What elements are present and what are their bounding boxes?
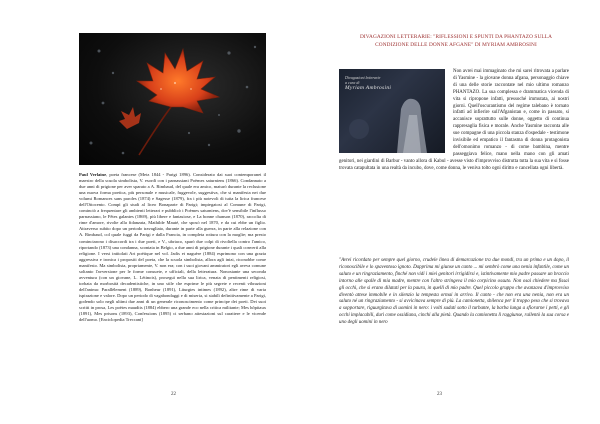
article-body: [339, 69, 569, 173]
maple-leaf-photo: [79, 33, 266, 165]
article-paragraph: Non avrei mai immaginato che mi sarei ritrovata a parlare di Yasmine - la giovane donna afgana, personaggio chiave di una delle storie raccontate nel mio ultimo romanzo PHANTAZO. La sua complessa e drammatica vicenda di vita si ripropone infatti, pressoché immutata, ai nostri giorni. Quell'oscurantismo del regime talebano è tornato infatti ad infierire sull'Afganistan e, come in passato, si accanisce soprattutto sulle donne, oggetto di continua rappresaglia fisica e morale. Anche Yasmine racconta alle sue compagne di una piccola stanza d'ospedale - testimone invisibile ed empatico il fantasma di donna protagonista dell'omonimo romanzo - di come bambina, mentre passeggiava felice, mano nella mano con gli amati genitori, nei giardini di Barbur - vanto allora di Kabul - avesse visto d'improvviso distrutta tutta la sua vita e si fosse trovata catapultata in una realtà da incubo, dove, come donna, le veniva tolto ogni diritto e cancellata ogni libertà.: [339, 69, 569, 171]
verlaine-biography: [79, 172, 266, 323]
heading-line-1: DIVAGAZIONI LETTERARIE: "RIFLESSIONI E SPUNTI DA PHANTAZO SULLA: [360, 34, 552, 40]
bio-name: Paul Verlaine: [79, 172, 107, 177]
maple-leaf-icon: [79, 33, 266, 165]
heading-line-2: CONDIZIONE DELLE DONNE AFGANE" DI MYRIAM AMBROSINI: [375, 42, 537, 48]
article-heading: [340, 33, 572, 49]
cover-caption-2: a cura di: [345, 80, 360, 85]
article-quote: "Avrei ricordato per sempre quel giorno, crudele linea di demarcazione tra due mondi, tra un prima e un dopo, il riconoscibile e lo spaventoso ignoto. Dapprima mi giunse un canto ... mi sembrò come una nenia infantile, come un saluto e un ringraziamento, finché non vidi i miei genitori irrigidirsi e, istintivamente mio padre passare un braccio intorno alle spalle di mia madre, mentre con l'altro stringeva il mio corpicino ossuto. Non osai chiedere ma fissai gli occhi, che si erano dilatati per la paura, in quelli di mio padre. Quel piccolo gruppo che avanzava d'improvviso diventò attese immobile e in silenzio la tempesta ormai in arrivo. Il canto - che non era una nenia, non era un saluto né un ringraziamento - si avvicinava sempre di più. La camionetta, sbilenca per il troppo peso che si trovava a sopportare, riguurgitava di uomini in nero: i volti sudati sotto il turbante, la barba lunga a sfiorarne i petti, e gli occhi implacabili, duri come ossidiana, cinchi alla pietà. Quando la camionetta li raggiunse, rallentò la sua corsa e uno degli uomini in nero: [339, 258, 569, 326]
page-number-left: 22: [171, 392, 176, 397]
page-number-right: 23: [437, 392, 442, 397]
bio-text: , poeta francese (Metz 1844 - Parigi 1896). Considerato dai suoi contemporanei il maestro della scuola simbolista, V. esordì con i parnassiani Poèmes saturniens (1866). Condannato a due anni di prigione per aver sparato a A. Rimbaud, del quale era amico, maturò durante la reclusione una nuova forma poetica, più personale e musicale, fuggevole, suggestiva, che si manifesta nei due volumi Romances sans paroles (1874) e Sagesse (1879), fra i più notevoli di tutta la lirica francese dell'Ottocento. Compì gli studi al liceo Bonaparte di Parigi; impiegatosi al Comune di Parigi, cominciò a frequentare gli ambienti letterari e pubblicò i Poèmes saturniens, dov'è sensibile l'influsso parnassiano, le Fêtes galantes (1869), più libere e fantasiose, e La bonne chanson (1870), raccolta di rime d'amore, rivolte alla fidanzata, Mathilde Mauté, che sposò nel 1870, e da cui ebbe un figlio. Attraverso subito dopo un periodo travagliato, durante in parte alla guerra, in parte alla relazione con A. Rimbaud, col quale fuggì da Parigi e dalla Francia, in completa rottura con la moglie; ma presto cominciarono i disaccordi tra i due poeti, e V., ubriaco, sparò due colpi di rivoltella contro l'amico, riportando (1873) una condanna, scontata in Belgio, a due anni di prigione durante i quali convertì alla religione. I versi intitolati Art poétique nel vol. Jadis et naguère (1884) esprimono con una grazia aggressiva e ironica i propositi del poeta, che la scuola simbolista, allora agli inizi, riconobbe come manifesto. Ma simbolista, propriamente, V. non era; con i suoi giovani ammiratori egli aveva comune soltanto l'avversione per le forme consuete, e ufficiali, della letteratura. Nonostante una seconda avventura (con un giovane, L. Létinois), proseguì nella sua lirica, venata di pentimenti religiosi, torbata da morbosità decadentistiche, in uno stile che esprime le più segrete e recenti vibrazioni dell'anima: Parallèlement (1889), Bonheur (1891), Liturgies intimes (1892), altre rime di varia ispirazione e valore. Dopo un periodo di vagabondaggi e di miseria, si stabilì definitivamente a Parigi, godendo solo negli ultimi due anni di un generale riconoscimento come principe dei poeti. Dei suoi scritti in prosa, Les poètes maudits (1884) ebbero una grande eco nella critica militante; Mes hôpitaux (1891), Mes prisons (1893), Confessions (1895) ci serbano attestazioni sul carattere e le vicende dell'uomo. [Enciclopedia Treccani]: [79, 172, 266, 323]
cover-caption-3: Myriam Ambrosini: [345, 85, 392, 91]
right-page: [300, 0, 600, 424]
cover-caption-1: Divagazioni letterarie: [345, 75, 381, 80]
